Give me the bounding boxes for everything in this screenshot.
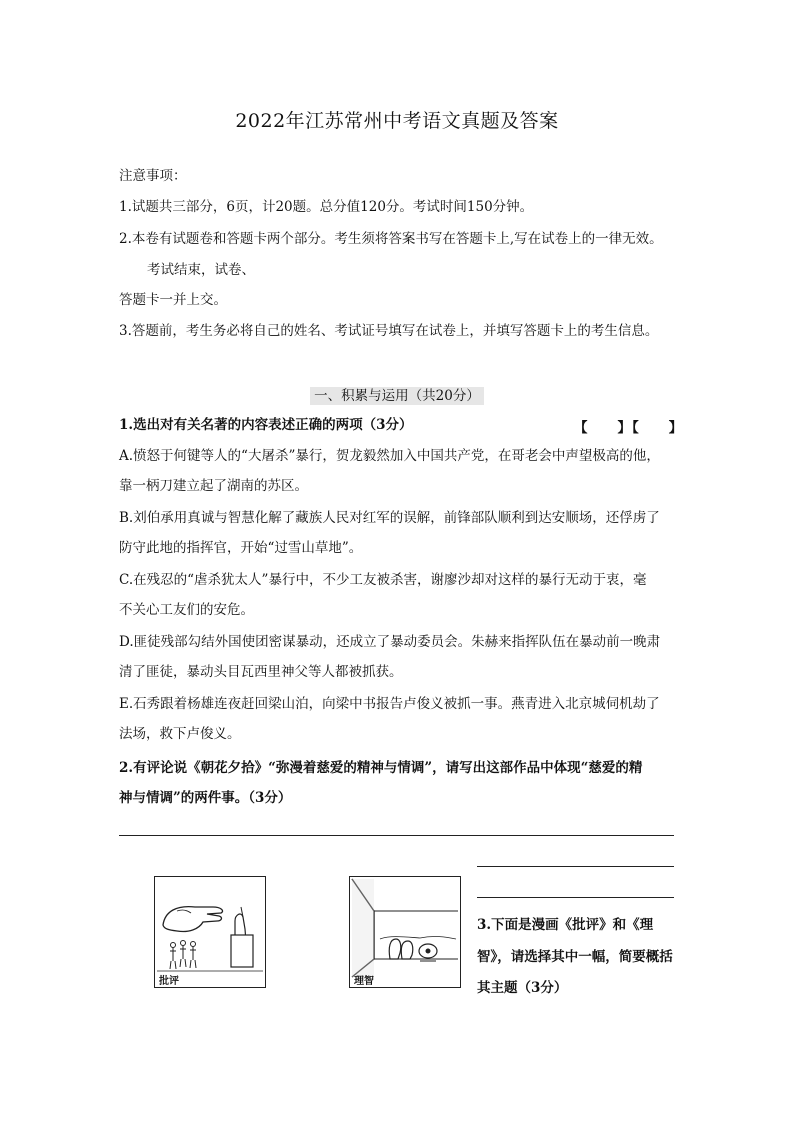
option-a-line2: 靠一柄刀建立起了湖南的苏区。 <box>119 478 308 494</box>
answer-line-3 <box>477 897 674 898</box>
option-d-line1: D.匪徒残部勾结外国使团密谋暴动，还成立了暴动委员会。朱赫来指挥队伍在暴动前一晚肃 <box>119 634 661 650</box>
cartoon-criticism-caption: 批评 <box>159 976 179 987</box>
cartoon-reason <box>349 876 461 988</box>
option-b-line1: B.刘伯承用真诚与智慧化解了藏族人民对红军的误解，前锋部队顺利到达安顺场，还俘虏了 <box>119 510 660 526</box>
question-2-line2: 神与情调”的两件事。（3分） <box>119 790 292 806</box>
option-e-line2: 法场，救下卢俊义。 <box>119 726 241 742</box>
question-3-line1: 3.下面是漫画《批评》和《理 <box>477 917 654 933</box>
answer-line-1 <box>119 835 674 836</box>
cartoon-reason-drawing <box>350 877 460 987</box>
answer-brackets: 【 】【 】 <box>574 420 684 436</box>
notice-item-2: 2.本卷有试题卷和答题卡两个部分。考生须将答案书写在答题卡上,写在试卷上的一律无效。 <box>119 231 663 247</box>
question-1-stem: 1.选出对有关名著的内容表述正确的两项（3分） <box>119 417 413 433</box>
notice-heading: 注意事项： <box>119 168 187 184</box>
option-b-line2: 防守此地的指挥官，开始“过雪山草地”。 <box>119 540 363 556</box>
option-e-line1: E.石秀跟着杨雄连夜赶回梁山泊，向梁中书报告卢俊义被抓一事。燕青进入北京城伺机劫了 <box>119 696 660 712</box>
notice-item-1: 1.试题共三部分，6页，计20题。总分值120分。考试时间150分钟。 <box>119 199 534 215</box>
section-1-heading: 一、积累与运用（共20分） <box>0 384 794 404</box>
option-c-line2: 不关心工友们的安危。 <box>119 602 254 618</box>
cartoon-criticism-drawing <box>155 877 265 987</box>
cartoon-criticism <box>154 876 266 988</box>
cartoon-reason-caption: 理智 <box>354 976 374 987</box>
question-2-line1: 2.有评论说《朝花夕拾》“弥漫着慈爱的精神与情调”，请写出这部作品中体现“慈爱的精 <box>119 760 643 776</box>
option-a-line1: A.愤怒于何键等人的“大屠杀”暴行，贺龙毅然加入中国共产党，在哥老会中声望极高的他， <box>119 448 660 464</box>
question-3-line3: 其主题（3分） <box>477 980 568 996</box>
notice-item-2-cont1: 考试结束，试卷、 <box>147 262 255 278</box>
option-c-line1: C.在残忍的“虐杀犹太人”暴行中，不少工友被杀害，谢廖沙却对这样的暴行无动于衷，毫 <box>119 572 647 588</box>
option-d-line2: 清了匪徒，暴动头目瓦西里神父等人都被抓获。 <box>119 664 403 680</box>
answer-line-2 <box>477 866 674 867</box>
document-title: 2022年江苏常州中考语文真题及答案 <box>235 110 559 132</box>
notice-item-3: 3.答题前，考生务必将自己的姓名、考试证号填写在试卷上，并填写答题卡上的考生信息。 <box>119 323 659 339</box>
question-3-line2: 智》，请选择其中一幅，简要概括 <box>477 949 673 965</box>
notice-item-2-cont2: 答题卡一并上交。 <box>119 292 227 308</box>
